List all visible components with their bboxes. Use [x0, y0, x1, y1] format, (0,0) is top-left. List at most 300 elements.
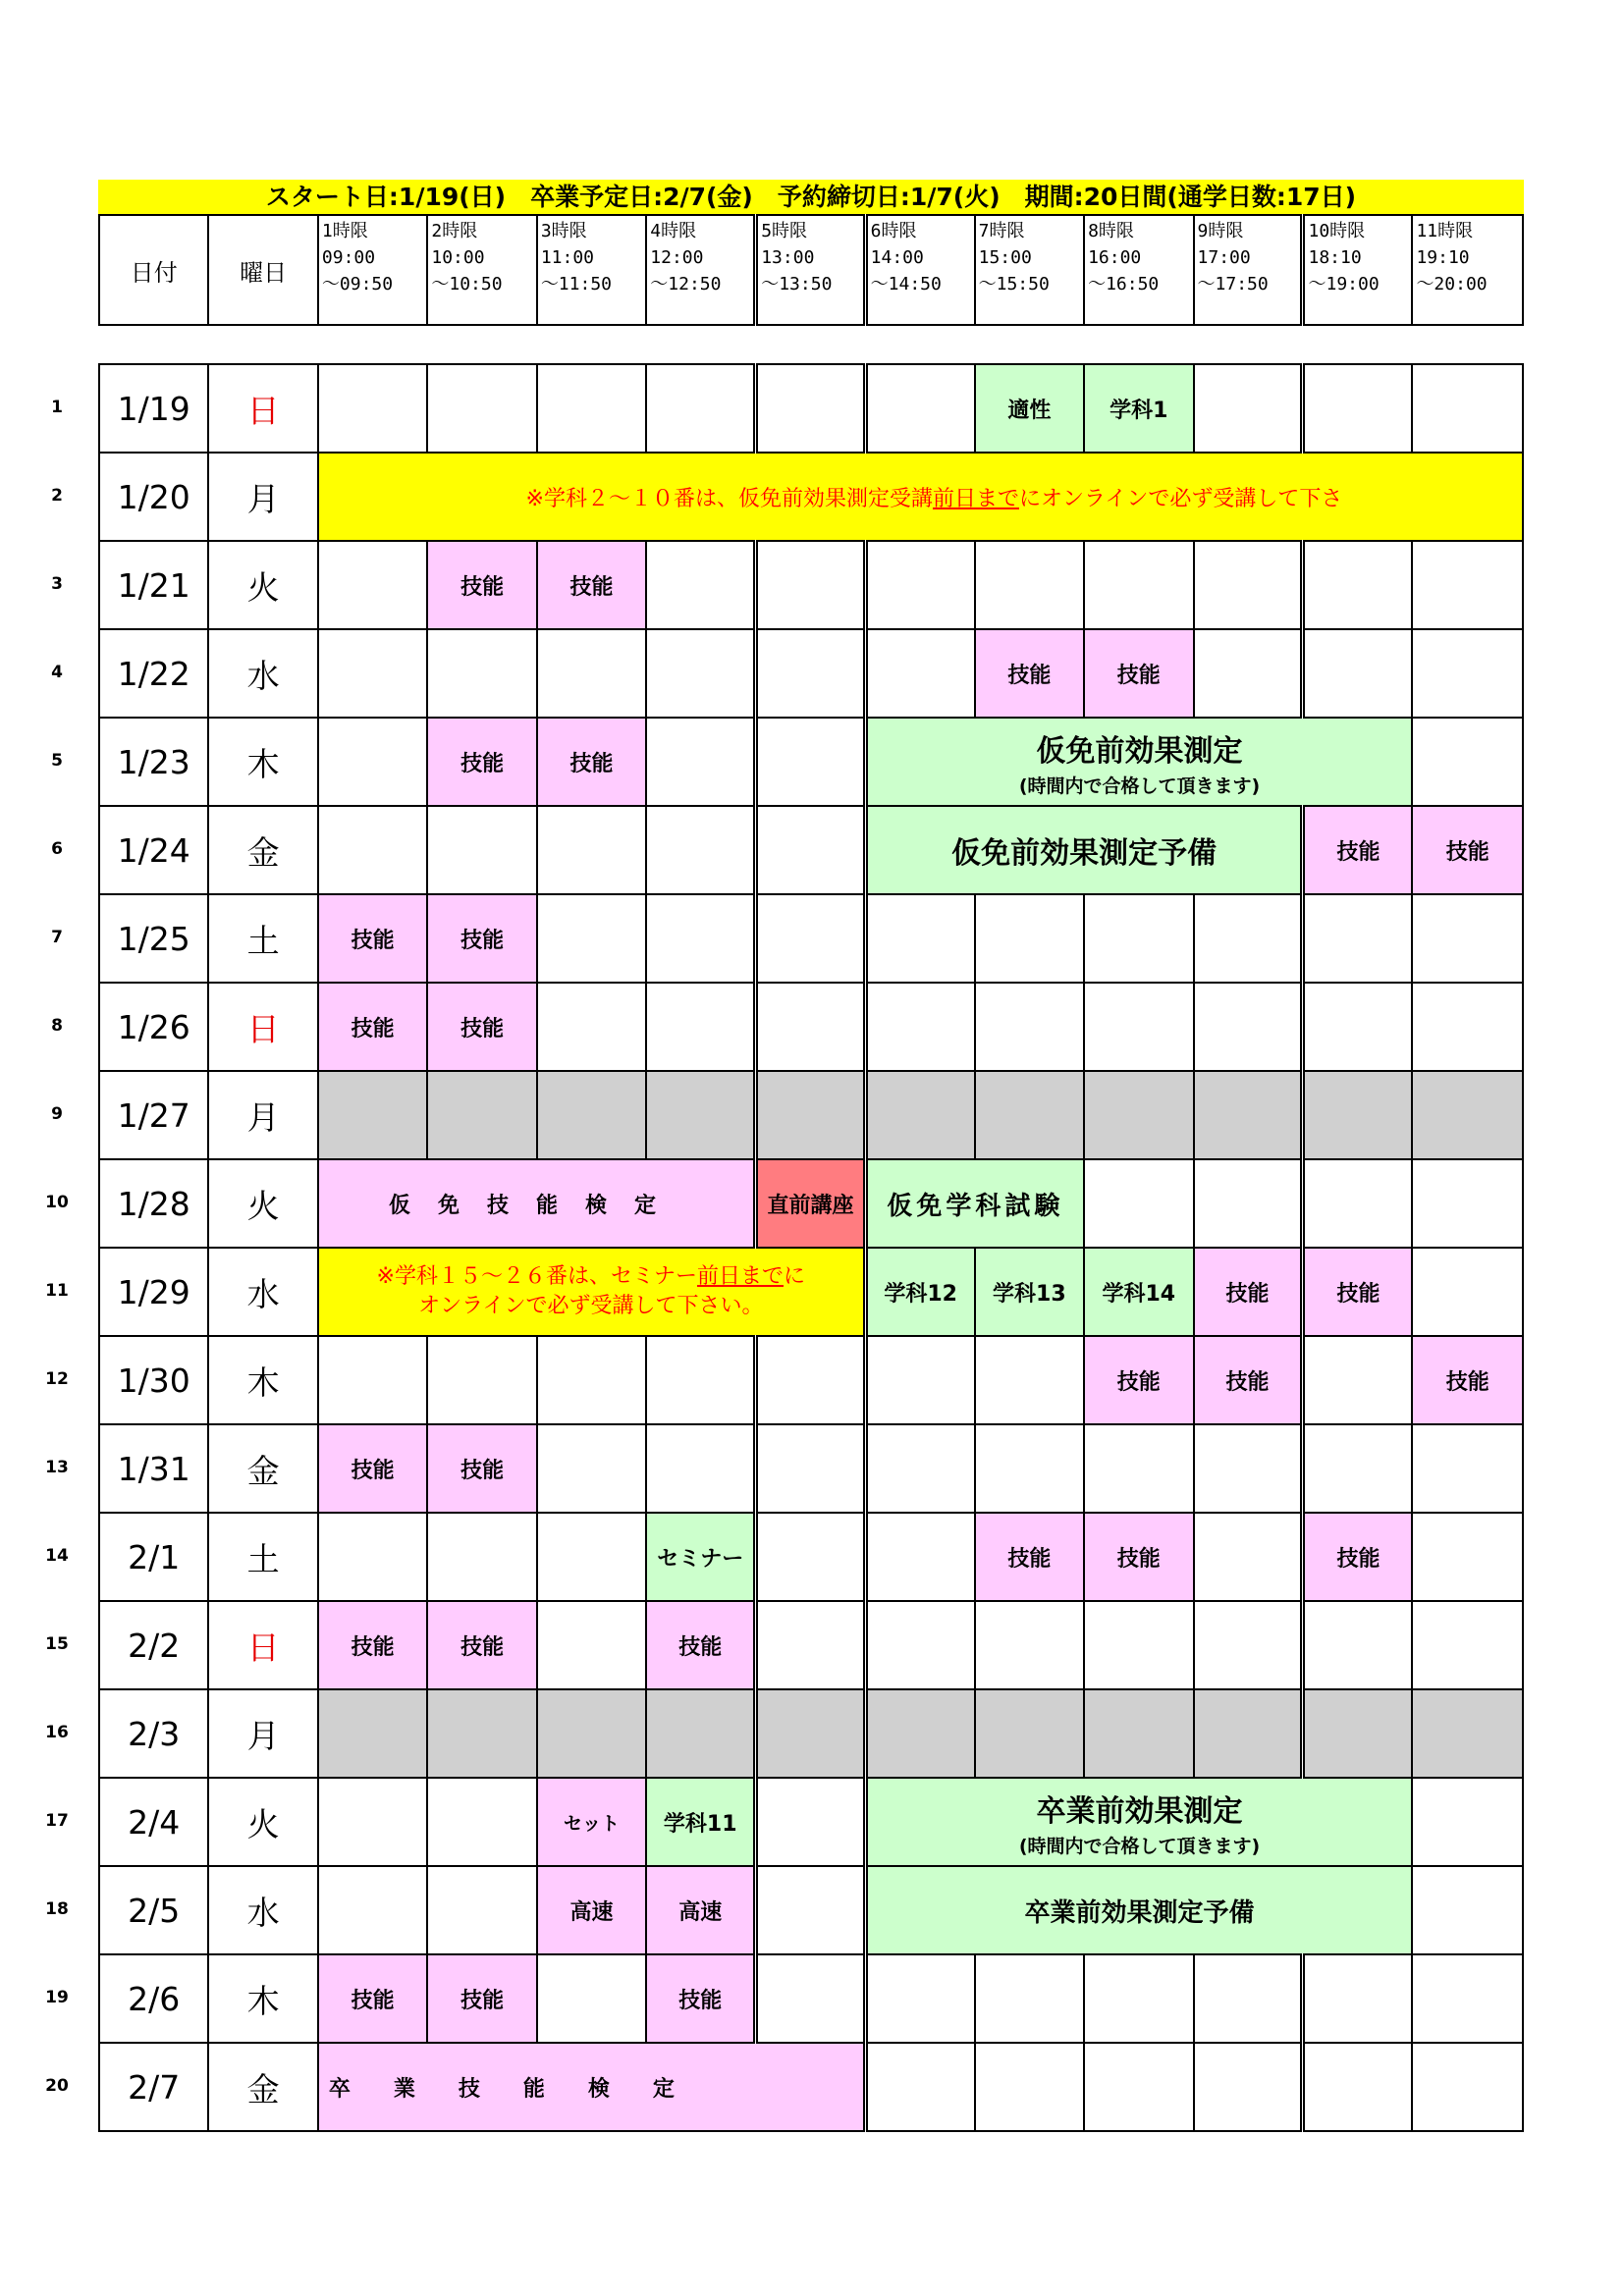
- skill-slot: 技能: [318, 1601, 427, 1689]
- empty-slot: [1412, 894, 1523, 983]
- empty-slot: [1084, 541, 1193, 629]
- skill-slot: 技能: [1084, 1513, 1193, 1601]
- empty-slot: [1303, 541, 1412, 629]
- row-number: 13: [45, 1458, 69, 1477]
- period-header: [646, 215, 755, 325]
- empty-slot: [756, 541, 865, 629]
- empty-slot: [1194, 1513, 1303, 1601]
- schedule-row: [99, 1248, 1523, 1336]
- empty-slot: [427, 806, 536, 894]
- skill-slot: 技能: [318, 983, 427, 1071]
- period-end: ～20:00: [1416, 274, 1488, 294]
- date-cell: 1/24: [99, 806, 208, 894]
- schedule-row: [99, 1601, 1523, 1689]
- skill-slot: 技能: [1412, 806, 1523, 894]
- empty-slot: [1412, 2043, 1523, 2131]
- empty-slot: [865, 364, 974, 453]
- schedule-summary-banner: スタート日:1/19(日) 卒業予定日:2/7(金) 予約締切日:1/7(火) 期間:20日間(通学日数:17日): [98, 180, 1524, 214]
- period-name: 7時限: [978, 221, 1025, 241]
- weekday-cell: 金: [208, 806, 317, 894]
- empty-slot: [1412, 1778, 1523, 1866]
- empty-slot: [1412, 1513, 1523, 1601]
- empty-slot: [975, 983, 1084, 1071]
- weekday-cell: 水: [208, 1248, 317, 1336]
- empty-slot: [975, 2043, 1084, 2131]
- empty-slot: [1412, 541, 1523, 629]
- empty-slot: [1303, 1601, 1412, 1689]
- date-cell: 1/23: [99, 718, 208, 806]
- period-name: 2時限: [431, 221, 478, 241]
- skill-slot: 技能: [1303, 1248, 1412, 1336]
- date-cell: 1/29: [99, 1248, 208, 1336]
- row-number: 20: [45, 2076, 69, 2096]
- empty-slot: [537, 1424, 646, 1513]
- empty-slot: [1303, 983, 1412, 1071]
- closed-slot: [427, 1689, 536, 1778]
- empty-slot: [427, 1336, 536, 1424]
- empty-slot: [1412, 718, 1523, 806]
- schedule-row: [99, 1071, 1523, 1159]
- period-name: 5時限: [761, 221, 808, 241]
- empty-slot: [1412, 629, 1523, 718]
- empty-slot: [756, 1336, 865, 1424]
- schedule-row: [99, 1336, 1523, 1424]
- date-cell: 1/22: [99, 629, 208, 718]
- empty-slot: [646, 1424, 755, 1513]
- empty-slot: [1303, 629, 1412, 718]
- schedule-row: [99, 894, 1523, 983]
- weekday-cell: 水: [208, 629, 317, 718]
- empty-slot: [756, 1866, 865, 1954]
- date-column-header: 日付: [99, 215, 208, 325]
- schedule-row: [99, 1159, 1523, 1248]
- schedule-row: [99, 1424, 1523, 1513]
- block-subtitle: (時間内で合格して頂きます): [1018, 774, 1261, 797]
- skill-slot: 技能: [427, 1954, 536, 2043]
- empty-slot: [1412, 1866, 1523, 1954]
- closed-slot: [756, 1689, 865, 1778]
- empty-slot: [1084, 983, 1193, 1071]
- empty-slot: [646, 806, 755, 894]
- closed-slot: [1194, 1071, 1303, 1159]
- row-number: 4: [51, 663, 63, 682]
- period-name: 4時限: [650, 221, 697, 241]
- seminar-slot: セミナー: [646, 1513, 755, 1601]
- row-number: 3: [51, 574, 63, 594]
- weekday-cell: 日: [208, 983, 317, 1071]
- schedule-row: [99, 1689, 1523, 1778]
- period-header: [1084, 215, 1193, 325]
- period-header: [865, 215, 974, 325]
- row-number: 6: [51, 839, 63, 859]
- empty-slot: [1084, 2043, 1193, 2131]
- empty-slot: [318, 364, 427, 453]
- schedule-row: [99, 2043, 1523, 2131]
- empty-slot: [1194, 894, 1303, 983]
- empty-slot: [1084, 1601, 1193, 1689]
- karimen-skill-test-block: 仮免技能検定: [318, 1159, 756, 1248]
- weekday-column-header: 曜日: [208, 215, 317, 325]
- weekday-cell: 木: [208, 1336, 317, 1424]
- empty-slot: [865, 1601, 974, 1689]
- empty-slot: [646, 541, 755, 629]
- empty-slot: [865, 629, 974, 718]
- empty-slot: [1303, 1159, 1412, 1248]
- empty-slot: [865, 894, 974, 983]
- period-end: ～16:50: [1088, 274, 1160, 294]
- date-cell: 1/21: [99, 541, 208, 629]
- empty-slot: [1303, 1336, 1412, 1424]
- row-number: 10: [45, 1193, 69, 1212]
- schedule-row: [99, 541, 1523, 629]
- karimen-written-test-block: 仮免学科試験: [865, 1159, 1084, 1248]
- closed-slot: [865, 1689, 974, 1778]
- empty-slot: [318, 806, 427, 894]
- notice-text: に: [784, 1264, 806, 1289]
- skill-slot: 技能: [1194, 1248, 1303, 1336]
- date-cell: 2/4: [99, 1778, 208, 1866]
- date-cell: 1/26: [99, 983, 208, 1071]
- period-header: [427, 215, 536, 325]
- closed-slot: [318, 1071, 427, 1159]
- empty-slot: [646, 718, 755, 806]
- skill-slot: 技能: [318, 1954, 427, 2043]
- empty-slot: [1303, 1424, 1412, 1513]
- empty-slot: [1303, 364, 1412, 453]
- schedule-row: [99, 1866, 1523, 1954]
- skill-slot: 技能: [1084, 1336, 1193, 1424]
- empty-slot: [1412, 1954, 1523, 2043]
- empty-slot: [537, 364, 646, 453]
- empty-slot: [756, 1424, 865, 1513]
- block-subtitle: (時間内で合格して頂きます): [1018, 1835, 1261, 1857]
- skill-slot: 技能: [537, 541, 646, 629]
- period-name: 8時限: [1088, 221, 1134, 241]
- date-cell: 2/1: [99, 1513, 208, 1601]
- empty-slot: [1194, 2043, 1303, 2131]
- row-number: 8: [51, 1016, 63, 1036]
- empty-slot: [1084, 894, 1193, 983]
- notice-underline-text: 前日まで: [932, 486, 1019, 511]
- weekday-cell: 日: [208, 364, 317, 453]
- empty-slot: [646, 983, 755, 1071]
- weekday-cell: 土: [208, 1513, 317, 1601]
- period-name: 10時限: [1308, 221, 1366, 241]
- row-number: 12: [45, 1369, 69, 1389]
- empty-slot: [1412, 1248, 1523, 1336]
- aptitude-slot: 適性: [975, 364, 1084, 453]
- closed-slot: [646, 1689, 755, 1778]
- empty-slot: [1084, 1954, 1193, 2043]
- empty-slot: [865, 1513, 974, 1601]
- date-cell: 1/20: [99, 453, 208, 541]
- empty-slot: [756, 1954, 865, 2043]
- closed-slot: [756, 1071, 865, 1159]
- graduation-effect-spare-block: 卒業前効果測定予備: [865, 1866, 1412, 1954]
- skill-slot: 技能: [975, 1513, 1084, 1601]
- empty-slot: [1412, 1424, 1523, 1513]
- period-name: 1時限: [321, 221, 368, 241]
- skill-slot: 技能: [975, 629, 1084, 718]
- empty-slot: [865, 1954, 974, 2043]
- closed-slot: [1084, 1071, 1193, 1159]
- closed-slot: [537, 1071, 646, 1159]
- empty-slot: [427, 1866, 536, 1954]
- period-end: ～13:50: [761, 274, 833, 294]
- empty-slot: [1084, 1159, 1193, 1248]
- empty-slot: [756, 806, 865, 894]
- period-end: ～11:50: [540, 274, 612, 294]
- empty-slot: [975, 541, 1084, 629]
- empty-slot: [1303, 2043, 1412, 2131]
- skill-slot: 技能: [318, 894, 427, 983]
- weekday-cell: 日: [208, 1601, 317, 1689]
- weekday-cell: 木: [208, 1954, 317, 2043]
- online-notice: [318, 453, 1523, 541]
- notice-text: ※学科２～１０番は、仮免前効果測定受講: [525, 486, 933, 511]
- period-start: 11:00: [540, 247, 594, 268]
- date-cell: 2/7: [99, 2043, 208, 2131]
- row-number: 18: [45, 1899, 69, 1919]
- period-start: 14:00: [870, 247, 924, 268]
- period-header: [537, 215, 646, 325]
- empty-slot: [1412, 983, 1523, 1071]
- skill-slot: 技能: [1194, 1336, 1303, 1424]
- lecture-slot: 学科14: [1084, 1248, 1193, 1336]
- empty-slot: [975, 894, 1084, 983]
- notice-text: オンラインで必ず受講して下さい。: [418, 1294, 764, 1318]
- empty-slot: [646, 1336, 755, 1424]
- skill-slot: 技能: [427, 718, 536, 806]
- empty-slot: [756, 718, 865, 806]
- date-cell: 1/19: [99, 364, 208, 453]
- period-start: 19:10: [1416, 247, 1470, 268]
- weekday-cell: 金: [208, 2043, 317, 2131]
- schedule-row: [99, 1954, 1523, 2043]
- schedule-row: [99, 364, 1523, 453]
- lecture-slot: 学科11: [646, 1778, 755, 1866]
- graduation-skill-test-block: 卒業技能検定: [318, 2043, 865, 2131]
- empty-slot: [756, 1601, 865, 1689]
- empty-slot: [1412, 1601, 1523, 1689]
- empty-slot: [975, 1601, 1084, 1689]
- closed-slot: [1412, 1689, 1523, 1778]
- period-header: [756, 215, 865, 325]
- row-number: 17: [45, 1811, 69, 1831]
- schedule-row: [99, 453, 1523, 541]
- period-end: ～10:50: [431, 274, 503, 294]
- skill-slot: 技能: [427, 894, 536, 983]
- closed-slot: [537, 1689, 646, 1778]
- highway-slot: 高速: [646, 1866, 755, 1954]
- empty-slot: [318, 718, 427, 806]
- period-start: 16:00: [1088, 247, 1142, 268]
- weekday-cell: 月: [208, 453, 317, 541]
- skill-slot: 技能: [318, 1424, 427, 1513]
- period-end: ～12:50: [650, 274, 722, 294]
- weekday-cell: 月: [208, 1071, 317, 1159]
- skill-slot: 技能: [427, 541, 536, 629]
- empty-slot: [865, 2043, 974, 2131]
- skill-slot: 技能: [646, 1954, 755, 2043]
- empty-slot: [646, 629, 755, 718]
- period-end: ～15:50: [978, 274, 1050, 294]
- empty-slot: [1194, 364, 1303, 453]
- empty-slot: [427, 1513, 536, 1601]
- skill-slot: 技能: [537, 718, 646, 806]
- period-start: 15:00: [978, 247, 1032, 268]
- schedule-row: [99, 1513, 1523, 1601]
- closed-slot: [1303, 1689, 1412, 1778]
- period-header: [1194, 215, 1303, 325]
- empty-slot: [646, 364, 755, 453]
- empty-slot: [865, 1424, 974, 1513]
- empty-slot: [756, 364, 865, 453]
- closed-slot: [975, 1689, 1084, 1778]
- karimen-effect-spare-block: 仮免前効果測定予備: [865, 806, 1303, 894]
- notice-text: にオンラインで必ず受講して下さ: [1019, 486, 1343, 511]
- karimen-effect-test-block: [865, 718, 1412, 806]
- empty-slot: [1194, 1954, 1303, 2043]
- set-slot: セット: [537, 1778, 646, 1866]
- empty-slot: [1412, 364, 1523, 453]
- schedule-table: [98, 363, 1524, 2132]
- period-start: 09:00: [321, 247, 376, 268]
- weekday-cell: 木: [208, 718, 317, 806]
- schedule-row: [99, 806, 1523, 894]
- seminar-notice: [318, 1248, 865, 1336]
- empty-slot: [1194, 1159, 1303, 1248]
- date-cell: 1/31: [99, 1424, 208, 1513]
- date-cell: 1/30: [99, 1336, 208, 1424]
- date-cell: 2/3: [99, 1689, 208, 1778]
- period-start: 10:00: [431, 247, 485, 268]
- empty-slot: [537, 806, 646, 894]
- date-cell: 1/25: [99, 894, 208, 983]
- closed-slot: [1303, 1071, 1412, 1159]
- notice-text: ※学科１５～２６番は、セミナー: [376, 1264, 697, 1289]
- period-name: 11時限: [1416, 221, 1474, 241]
- schedule-row: [99, 983, 1523, 1071]
- empty-slot: [756, 629, 865, 718]
- weekday-cell: 火: [208, 1778, 317, 1866]
- weekday-cell: 月: [208, 1689, 317, 1778]
- row-number: 9: [51, 1104, 63, 1124]
- skill-slot: 技能: [1303, 806, 1412, 894]
- date-cell: 1/28: [99, 1159, 208, 1248]
- schedule-row: [99, 629, 1523, 718]
- empty-slot: [865, 983, 974, 1071]
- weekday-cell: 金: [208, 1424, 317, 1513]
- empty-slot: [865, 541, 974, 629]
- period-start: 13:00: [761, 247, 815, 268]
- closed-slot: [865, 1071, 974, 1159]
- empty-slot: [537, 1336, 646, 1424]
- empty-slot: [537, 983, 646, 1071]
- notice-underline-text: 前日まで: [696, 1264, 784, 1289]
- date-cell: 2/6: [99, 1954, 208, 2043]
- empty-slot: [318, 541, 427, 629]
- empty-slot: [537, 1513, 646, 1601]
- period-start: 18:10: [1308, 247, 1362, 268]
- empty-slot: [1194, 983, 1303, 1071]
- empty-slot: [975, 1336, 1084, 1424]
- row-number: 1: [51, 398, 63, 417]
- empty-slot: [865, 1336, 974, 1424]
- empty-slot: [318, 1336, 427, 1424]
- empty-slot: [318, 629, 427, 718]
- period-name: 6時限: [870, 221, 917, 241]
- empty-slot: [318, 1513, 427, 1601]
- lecture-slot: 学科12: [865, 1248, 974, 1336]
- schedule-row: [99, 1778, 1523, 1866]
- empty-slot: [537, 894, 646, 983]
- skill-slot: 技能: [1303, 1513, 1412, 1601]
- empty-slot: [646, 894, 755, 983]
- row-number: 15: [45, 1634, 69, 1654]
- skill-slot: 技能: [1412, 1336, 1523, 1424]
- row-number: 2: [51, 486, 63, 506]
- row-number: 16: [45, 1723, 69, 1742]
- closed-slot: [427, 1071, 536, 1159]
- empty-slot: [1084, 1424, 1193, 1513]
- empty-slot: [537, 1601, 646, 1689]
- period-start: 12:00: [650, 247, 704, 268]
- period-header: [1303, 215, 1412, 325]
- period-header: [318, 215, 427, 325]
- empty-slot: [975, 1424, 1084, 1513]
- skill-slot: 技能: [427, 1601, 536, 1689]
- period-name: 9時限: [1197, 221, 1244, 241]
- lecture-slot: 学科1: [1084, 364, 1193, 453]
- empty-slot: [537, 629, 646, 718]
- closed-slot: [318, 1689, 427, 1778]
- row-number: 11: [45, 1281, 69, 1301]
- skill-slot: 技能: [646, 1601, 755, 1689]
- closed-slot: [1412, 1071, 1523, 1159]
- row-number: 19: [45, 1988, 69, 2007]
- empty-slot: [756, 894, 865, 983]
- period-end: ～19:00: [1308, 274, 1380, 294]
- empty-slot: [1303, 1954, 1412, 2043]
- empty-slot: [537, 1954, 646, 2043]
- skill-slot: 技能: [427, 983, 536, 1071]
- skill-slot: 技能: [1084, 629, 1193, 718]
- empty-slot: [1412, 1159, 1523, 1248]
- empty-slot: [975, 1954, 1084, 2043]
- period-header-table: [98, 214, 1524, 326]
- empty-slot: [427, 364, 536, 453]
- highway-slot: 高速: [537, 1866, 646, 1954]
- weekday-cell: 火: [208, 1159, 317, 1248]
- period-header: [975, 215, 1084, 325]
- weekday-cell: 土: [208, 894, 317, 983]
- empty-slot: [756, 983, 865, 1071]
- empty-slot: [318, 1866, 427, 1954]
- empty-slot: [756, 1778, 865, 1866]
- date-cell: 2/5: [99, 1866, 208, 1954]
- closed-slot: [1194, 1689, 1303, 1778]
- period-header-row: [99, 215, 1523, 325]
- closed-slot: [646, 1071, 755, 1159]
- weekday-cell: 火: [208, 541, 317, 629]
- row-number: 5: [51, 751, 63, 771]
- empty-slot: [427, 629, 536, 718]
- empty-slot: [1194, 629, 1303, 718]
- period-end: ～17:50: [1197, 274, 1269, 294]
- period-name: 3時限: [540, 221, 587, 241]
- row-number: 14: [45, 1546, 69, 1566]
